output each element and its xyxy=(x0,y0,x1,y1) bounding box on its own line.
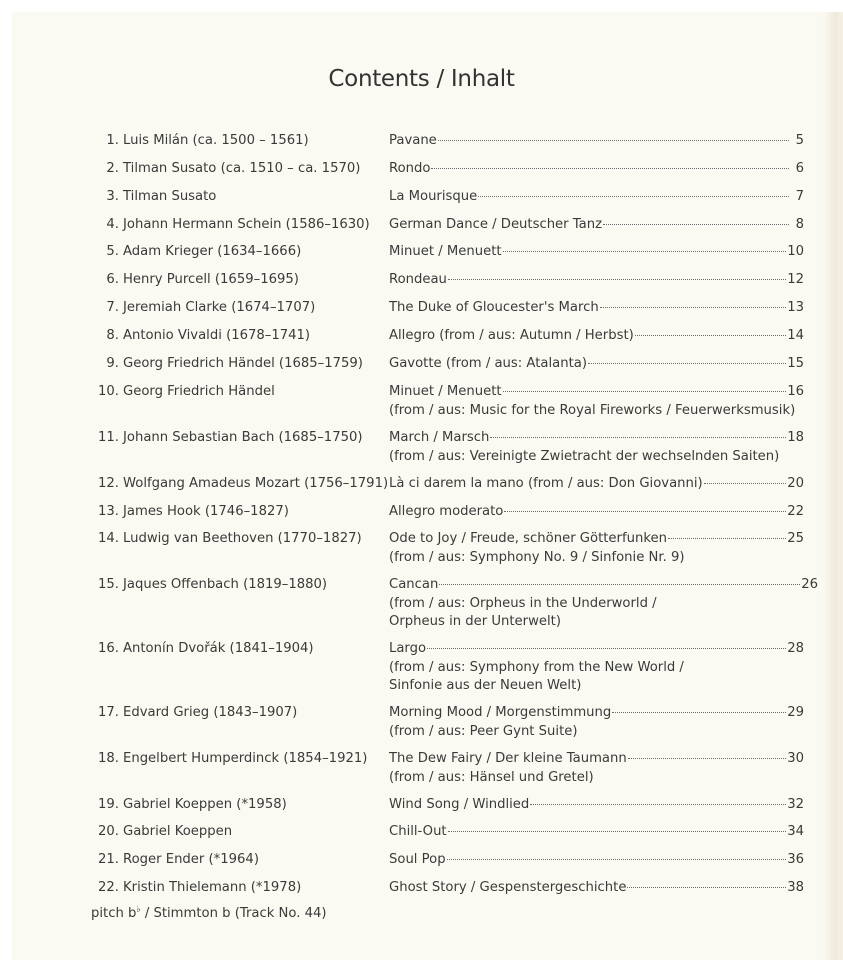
entry-number: 17. xyxy=(98,705,119,720)
work-line xyxy=(389,796,804,815)
pitch-note-prefix: pitch b xyxy=(91,906,137,921)
composer-name: Luis Milán (ca. 1500 – 1561) xyxy=(123,133,309,148)
work-source: (from / aus: Orpheus in the Underworld / xyxy=(389,595,657,611)
work-title: Minuet / Menuett xyxy=(389,244,502,259)
page-number: 34 xyxy=(787,824,804,839)
work-line xyxy=(389,243,804,262)
entry-number: 2. xyxy=(106,161,119,176)
dot-leader xyxy=(427,647,786,649)
work-info xyxy=(389,327,804,346)
composer-name: Roger Ender (*1964) xyxy=(123,852,259,867)
work-title: Largo xyxy=(389,641,427,656)
entry-number: 15. xyxy=(98,577,119,592)
entry-number: 6. xyxy=(106,272,119,287)
page-number: 7 xyxy=(795,189,804,204)
work-line xyxy=(389,640,804,659)
work-source: (from / aus: Symphony No. 9 / Sinfonie Nr. 9) xyxy=(389,549,685,565)
work-line xyxy=(389,503,804,522)
work-info xyxy=(389,796,804,815)
page-number: 30 xyxy=(787,751,804,766)
page-number: 5 xyxy=(795,133,804,148)
work-title: Rondo xyxy=(389,161,431,176)
work-title: The Dew Fairy / Der kleine Taumann xyxy=(389,751,627,766)
work-info xyxy=(389,530,804,567)
work-title: The Duke of Gloucester's March xyxy=(389,300,599,315)
entry-number: 3. xyxy=(106,189,119,204)
composer-name: Wolfgang Amadeus Mozart (1756–1791) xyxy=(123,476,389,491)
work-info xyxy=(389,851,804,870)
dot-leader xyxy=(627,886,786,888)
work-line xyxy=(389,823,804,842)
page-number: 25 xyxy=(787,531,804,546)
dot-leader xyxy=(603,223,789,225)
work-info xyxy=(389,299,804,318)
entry-number: 4. xyxy=(106,217,119,232)
work-info xyxy=(389,576,818,632)
page-number: 32 xyxy=(787,797,804,812)
page-number: 10 xyxy=(787,244,804,259)
work-source: (from / aus: Symphony from the New World / xyxy=(389,659,684,675)
composer-name: Johann Hermann Schein (1586–1630) xyxy=(123,217,370,232)
page-title: Contents / Inhalt xyxy=(328,66,515,92)
work-title: Chill-Out xyxy=(389,824,447,839)
work-line xyxy=(389,132,804,151)
dot-leader xyxy=(668,537,786,539)
work-line xyxy=(389,879,804,898)
composer-name: Ludwig van Beethoven (1770–1827) xyxy=(123,531,362,546)
pitch-note-suffix: / Stimmton b (Track No. 44) xyxy=(140,906,327,921)
dot-leader xyxy=(447,858,787,860)
entry-number: 10. xyxy=(98,384,119,399)
composer-name: Georg Friedrich Händel (1685–1759) xyxy=(123,356,363,371)
dot-leader xyxy=(530,803,786,805)
work-info xyxy=(389,383,804,420)
page-number: 36 xyxy=(787,852,804,867)
work-source: (from / aus: Hänsel und Gretel) xyxy=(389,769,594,785)
work-line xyxy=(389,271,804,290)
entry-number: 7. xyxy=(106,300,119,315)
work-title: Cancan xyxy=(389,577,439,592)
dot-leader xyxy=(503,250,787,252)
entry-number: 19. xyxy=(98,797,119,812)
work-title: Pavane xyxy=(389,133,437,148)
work-info xyxy=(389,475,804,494)
page-number: 12 xyxy=(787,272,804,287)
work-line xyxy=(389,750,804,769)
composer-name: Gabriel Koeppen (*1958) xyxy=(123,797,287,812)
entry-number: 14. xyxy=(98,531,119,546)
entry-number: 21. xyxy=(98,852,119,867)
work-title: Ghost Story / Gespenstergeschichte xyxy=(389,880,627,895)
work-line xyxy=(389,299,804,318)
work-title: Minuet / Menuett xyxy=(389,384,502,399)
work-title: La Mourisque xyxy=(389,189,478,204)
page-number: 18 xyxy=(787,430,804,445)
dot-leader xyxy=(612,711,786,713)
pitch-note xyxy=(91,905,327,921)
work-title: Ode to Joy / Freude, schöner Götterfunken xyxy=(389,531,667,546)
page-number: 14 xyxy=(787,328,804,343)
work-line xyxy=(389,160,804,179)
work-info xyxy=(389,879,804,898)
composer-name: Tilman Susato xyxy=(123,189,217,204)
work-source: (from / aus: Vereinigte Zwietracht der wechselnden Saiten) xyxy=(389,448,780,464)
work-line xyxy=(389,216,804,235)
composer-name: Henry Purcell (1659–1695) xyxy=(123,272,299,287)
dot-leader xyxy=(704,482,787,484)
work-source: (from / aus: Peer Gynt Suite) xyxy=(389,723,578,739)
work-title: Allegro (from / aus: Autumn / Herbst) xyxy=(389,328,634,343)
page-number: 6 xyxy=(795,161,804,176)
dot-leader xyxy=(503,390,787,392)
work-title: Rondeau xyxy=(389,272,447,287)
dot-leader xyxy=(490,436,786,438)
composer-name: Georg Friedrich Händel xyxy=(123,384,275,399)
work-line xyxy=(389,851,804,870)
composer-name: Johann Sebastian Bach (1685–1750) xyxy=(123,430,363,445)
entry-number: 5. xyxy=(106,244,119,259)
work-info xyxy=(389,503,804,522)
work-title: Là ci darem la mano (from / aus: Don Giovanni) xyxy=(389,476,703,491)
page-number: 28 xyxy=(787,641,804,656)
dot-leader xyxy=(431,167,789,169)
work-info xyxy=(389,160,804,179)
work-info xyxy=(389,640,804,696)
work-title: Gavotte (from / aus: Atalanta) xyxy=(389,356,587,371)
work-info xyxy=(389,429,804,466)
entry-number: 1. xyxy=(106,133,119,148)
page-number: 20 xyxy=(787,476,804,491)
work-info xyxy=(389,750,804,787)
work-info xyxy=(389,704,804,741)
page-number: 8 xyxy=(795,217,804,232)
work-info xyxy=(389,188,804,207)
work-line xyxy=(389,429,804,448)
composer-name: Gabriel Koeppen xyxy=(123,824,233,839)
dot-leader xyxy=(504,510,786,512)
work-info xyxy=(389,355,804,374)
entry-number: 18. xyxy=(98,751,119,766)
work-info xyxy=(389,216,804,235)
page-edge-shadow xyxy=(823,12,843,960)
dot-leader xyxy=(588,362,786,364)
composer-name: Adam Krieger (1634–1666) xyxy=(123,244,302,259)
composer-name: Edvard Grieg (1843–1907) xyxy=(123,705,298,720)
work-title: Soul Pop xyxy=(389,852,446,867)
entry-number: 8. xyxy=(106,328,119,343)
page-number: 26 xyxy=(801,577,818,592)
flat-sign: ♭ xyxy=(136,905,141,915)
work-line xyxy=(389,530,804,549)
page-number: 22 xyxy=(787,504,804,519)
work-line xyxy=(389,475,804,494)
composer-name: Kristin Thielemann (*1978) xyxy=(123,880,302,895)
work-title: German Dance / Deutscher Tanz xyxy=(389,217,603,232)
entry-number: 12. xyxy=(98,476,119,491)
work-line xyxy=(389,188,804,207)
composer-name: Antonio Vivaldi (1678–1741) xyxy=(123,328,311,343)
entry-number: 20. xyxy=(98,824,119,839)
dot-leader xyxy=(438,139,789,141)
composer-name: James Hook (1746–1827) xyxy=(123,504,289,519)
work-info xyxy=(389,823,804,842)
dot-leader xyxy=(628,757,787,759)
work-line xyxy=(389,383,804,402)
work-info xyxy=(389,243,804,262)
composer-name: Antonín Dvořák (1841–1904) xyxy=(123,641,314,656)
work-title: Morning Mood / Morgenstimmung xyxy=(389,705,612,720)
page-number: 38 xyxy=(787,880,804,895)
composer-name: Tilman Susato (ca. 1510 – ca. 1570) xyxy=(123,161,361,176)
work-info xyxy=(389,271,804,290)
work-line xyxy=(389,576,818,595)
dot-leader xyxy=(635,334,786,336)
work-source: Sinfonie aus der Neuen Welt) xyxy=(389,678,582,693)
entry-number: 13. xyxy=(98,504,119,519)
work-source: Orpheus in der Unterwelt) xyxy=(389,614,561,629)
work-source: (from / aus: Music for the Royal Fireworks / Feuerwerksmusik) xyxy=(389,402,796,418)
page-number: 13 xyxy=(787,300,804,315)
work-line xyxy=(389,704,804,723)
work-line xyxy=(389,327,804,346)
page-number: 15 xyxy=(787,356,804,371)
entry-number: 11. xyxy=(98,430,119,445)
entry-number: 22. xyxy=(98,880,119,895)
work-title: March / Marsch xyxy=(389,430,490,445)
entry-number: 9. xyxy=(106,356,119,371)
work-info xyxy=(389,132,804,151)
entry-number: 16. xyxy=(98,641,119,656)
work-line xyxy=(389,355,804,374)
dot-leader xyxy=(439,583,800,585)
dot-leader xyxy=(448,830,787,832)
dot-leader xyxy=(448,278,786,280)
work-title: Allegro moderato xyxy=(389,504,504,519)
dot-leader xyxy=(478,195,789,197)
composer-name: Jeremiah Clarke (1674–1707) xyxy=(123,300,316,315)
page-number: 16 xyxy=(787,384,804,399)
dot-leader xyxy=(600,306,786,308)
page-number: 29 xyxy=(787,705,804,720)
composer-name: Jaques Offenbach (1819–1880) xyxy=(123,577,328,592)
work-title: Wind Song / Windlied xyxy=(389,797,530,812)
composer-name: Engelbert Humperdinck (1854–1921) xyxy=(123,751,368,766)
